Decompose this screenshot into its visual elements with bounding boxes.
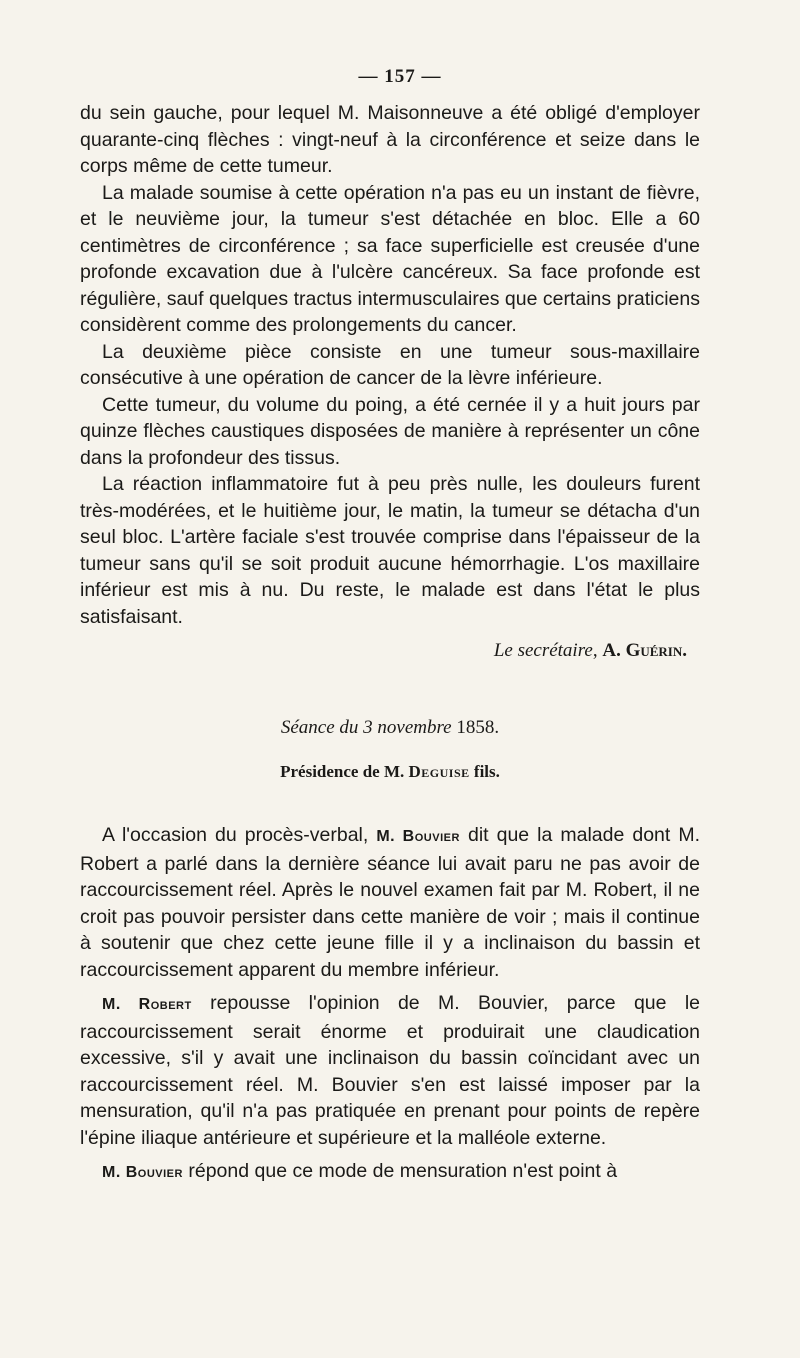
- paragraph-text: repousse l'opinion de M. Bouvier, parce que le raccourcissement serait énorme et produirait une claudication excessive, s'il y avait une inclinaison du bassin coïncidant avec un raccourcissement réel. M. Bouvier s'en est laissé imposer par la mensuration, qu'il n'a pas pratiquée en prenant pour points de repère l'épine iliaque antérieure et supérieure et la malléole externe.: [80, 992, 701, 1149]
- paragraph: Cette tumeur, du volume du poing, a été cernée il y a huit jours par quinze flèches caustiques disposées de manière à représenter un cône dans la profondeur des tissus.: [80, 393, 700, 469]
- speaker-name: M. Bouvier: [376, 828, 460, 845]
- presidency-prefix: Présidence de M.: [280, 762, 405, 781]
- presidency-heading: [0, 762, 780, 782]
- president-name: Deguise: [408, 762, 470, 781]
- session-heading: [0, 717, 780, 739]
- signature-role: Le secrétaire: [493, 640, 593, 661]
- paragraph: La réaction inflammatoire fut à peu près nulle, les douleurs furent très-modérées, et le huitième jour, le matin, la tumeur se détacha d'un seul bloc. L'artère faciale s'est trouvée comprise dans l'épaisseur de la tumeur sans qu'il se soit produit aucune hémorrhagie. L'os maxillaire inférieur est mis à nu. Du reste, le malade est dans l'état le plus satisfaisant.: [80, 473, 700, 628]
- speaker-name: M. Bouvier: [102, 1164, 183, 1181]
- paragraph: [80, 1158, 700, 1187]
- text-block-lower: [80, 822, 700, 1187]
- paragraph: La malade soumise à cette opération n'a pas eu un instant de fièvre, et le neuvième jour, la tumeur s'est détachée en bloc. Elle a 60 centimètres de circonférence ; sa face superficielle est creusée d'une profonde excavation due à l'ulcère cancéreux. Sa face profonde est régulière, sauf quelques tractus intermusculaires que certains praticiens considèrent comme des prolongements du cancer.: [80, 181, 700, 336]
- text-block-upper: [80, 100, 700, 630]
- signature-separator: ,: [592, 640, 603, 661]
- signature-name: A. Guérin.: [602, 640, 687, 661]
- paragraph: La deuxième pièce consiste en une tumeur sous-maxillaire consécutive à une opération de cancer de la lèvre inférieure.: [80, 340, 700, 389]
- speaker-name: M. Robert: [102, 996, 192, 1013]
- paragraph: [80, 822, 700, 983]
- session-date: Séance du 3 novembre: [280, 717, 452, 738]
- paragraph: [80, 990, 700, 1151]
- secretary-signature: [494, 640, 687, 662]
- presidency-suffix: fils.: [473, 762, 500, 781]
- paragraph-text: dit que la malade dont M. Robert a parlé dans la dernière séance lui avait paru ne pas avoir de raccourcissement réel. Après le nouvel examen fait par M. Robert, il ne croit pas pouvoir persister dans cette manière de voir ; mais il continue à soutenir que chez cette jeune fille il y a inclinaison du bassin et raccourcissement apparent du membre inférieur.: [80, 824, 701, 981]
- paragraph: du sein gauche, pour lequel M. Maisonneuve a été obligé d'employer quarante-cinq flèches : vingt-neuf à la circonférence et seize dans le corps même de cette tumeur.: [80, 102, 700, 177]
- paragraph-text: A l'occasion du procès-verbal,: [102, 824, 369, 846]
- page-number: — 157 —: [358, 66, 442, 87]
- session-year: 1858.: [456, 717, 500, 738]
- paragraph-text: répond que ce mode de mensuration n'est point à: [188, 1160, 618, 1182]
